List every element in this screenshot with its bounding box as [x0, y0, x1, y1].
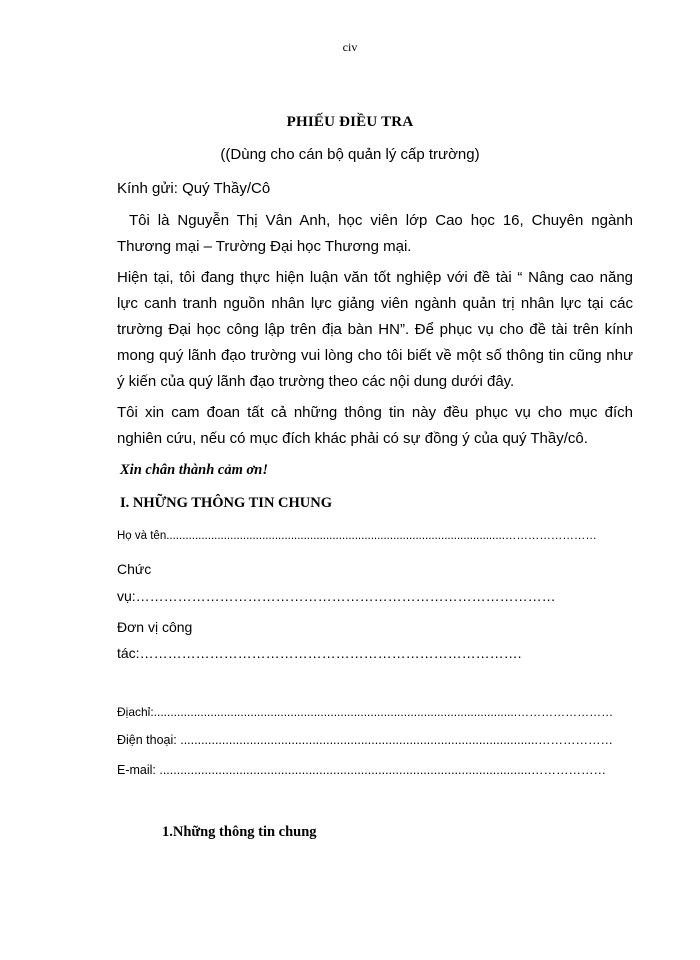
form-subtitle: ((Dùng cho cán bộ quản lý cấp trường) [220, 146, 480, 163]
position-label: Chức [117, 561, 152, 577]
section-heading: I. NHỮNG THÔNG TIN CHUNG [120, 495, 333, 511]
unit-field[interactable]: tác:………………………………………………………………………. [117, 645, 522, 661]
phone-field[interactable]: Điện thoại: .......................................................................................................……………… [117, 733, 613, 747]
page-number: civ [342, 40, 358, 54]
name-field[interactable]: Họ và tên..........................................................................................................…………………… [117, 530, 597, 542]
position-field[interactable]: vụ:……………………………………………………………………………… [117, 588, 556, 604]
address-field[interactable]: Địachỉ:.............................................................................................................…………………… [117, 705, 614, 719]
thanks-note: Xin chân thành cảm ơn! [120, 462, 269, 478]
intro-paragraph: Tôi là Nguyễn Thị Vân Anh, học viên lớp Cao học 16, Chuyên ngành Thương mại – Trường Đại học Thương mại. [117, 212, 633, 255]
subsection-heading: 1.Những thông tin chung [162, 824, 317, 840]
greeting: Kính gửi: Quý Thầy/Cô [117, 180, 271, 197]
purpose-paragraph: Hiện tại, tôi đang thực hiện luận văn tốt nghiệp với đề tài “ Nâng cao năng lực canh tranh nguồn nhân lực giảng viên ngành quản trị nhân lực tại các trường Đại học công lập trên địa bàn HN”. Để phục vụ cho đề tài trên kính mong quý lãnh đạo trường vui lòng cho tôi biết về một số thông tin cũng như ý kiến của quý lãnh đạo trường theo các nội dung dưới đây. [117, 269, 633, 390]
email-field[interactable]: E-mail: ...........................................................................................................……………… [117, 763, 606, 777]
commitment-paragraph: Tôi xin cam đoan tất cả những thông tin này đều phục vụ cho mục đích nghiên cứu, nếu có mục đích khác phải có sự đồng ý của quý Thầy/cô. [117, 404, 633, 447]
form-title: PHIẾU ĐIỀU TRA [286, 114, 414, 130]
unit-label: Đơn vị công [117, 619, 193, 635]
